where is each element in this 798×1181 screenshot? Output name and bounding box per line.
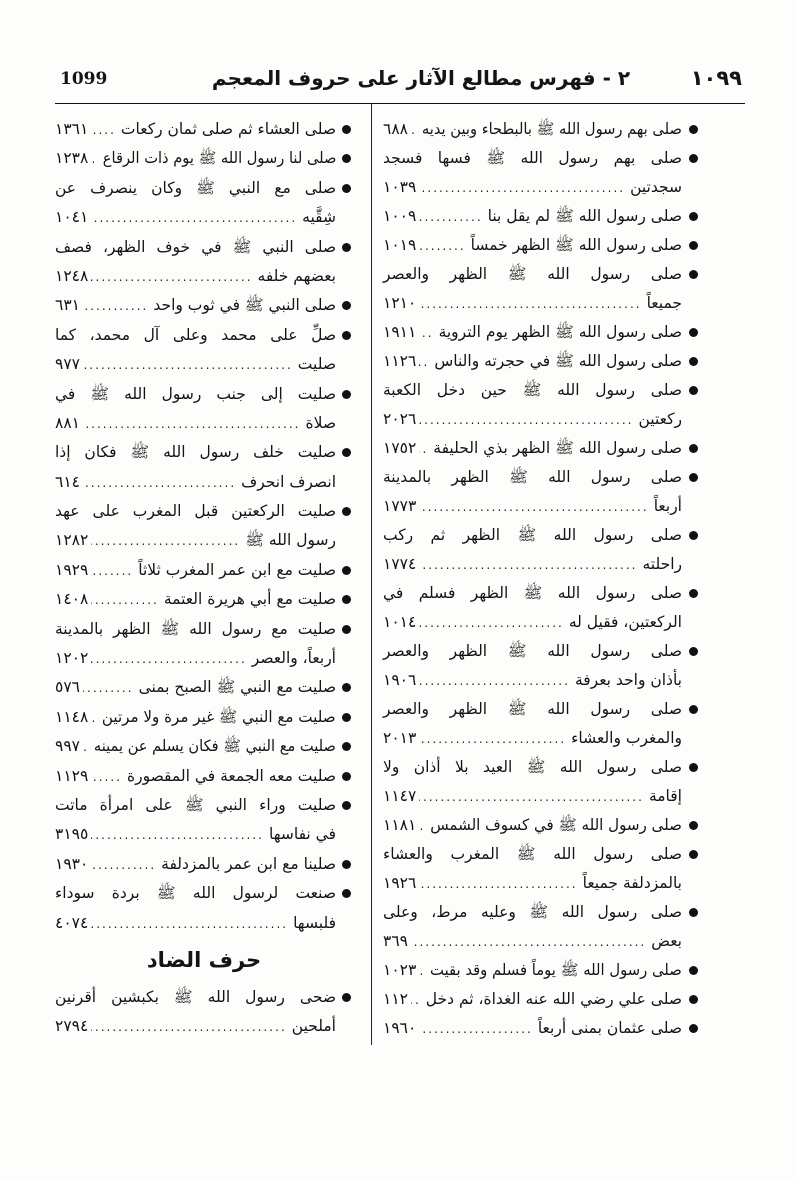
entry-text: صلى النبي ﷺ في ثوب واحد [153,296,336,315]
dot-leader [419,1015,533,1044]
entry-first-line [383,840,701,869]
entry-text: صلى رسول الله ﷺ وعليه مرط، وعلى [383,903,682,921]
dot-leader [411,986,421,1015]
page-reference: ١٣٦١ [55,120,89,138]
dot-leader [91,586,159,615]
entry-continuation-line [383,405,701,434]
dot-leader [83,351,293,380]
entry-text: صلى رسول الله ﷺ الظهر بالمدينة [383,468,682,486]
page-reference: ٩٩٧ [55,737,80,756]
header-rule [55,103,745,104]
running-title: ٢ - فهرس مطالع الآثار على حروف المعجم [211,66,631,90]
entry-list [383,115,701,1043]
bullet-icon [689,473,698,482]
index-entry [383,376,701,434]
dot-leader [419,783,644,812]
entry-text: أربعاً [653,497,682,515]
entry-text: صلى رسول الله ﷺ الظهر والعصر [383,265,682,283]
entry-text: صلى رسول الله ﷺ في حجرته والناس [434,352,682,370]
dot-leader [419,551,637,580]
entry-continuation-line [55,409,353,438]
page-reference: ٩٧٧ [55,355,80,374]
page-reference: ١١٤٧ [383,787,417,805]
bullet-icon [689,966,698,975]
entry-continuation-line [383,782,701,811]
entry-continuation-line [55,468,353,497]
dot-leader [91,527,240,556]
entry-first-line [383,434,701,463]
entry-first-line [55,983,353,1012]
entry-continuation-line [383,289,701,318]
page-reference: ١٩٢٦ [383,874,417,892]
entry-text: بالمزدلفة جميعاً [582,874,682,892]
dot-leader [83,733,89,762]
entry-continuation-line [55,820,353,849]
page-reference: ١٠٣٩ [383,178,417,196]
bullet-icon [689,763,698,772]
index-entry [55,291,353,320]
bullet-icon [342,889,351,898]
bullet-icon [342,683,351,692]
dot-leader [419,406,633,435]
entry-first-line [383,956,701,985]
entry-continuation-line [55,526,353,555]
entry-text: راحلته [642,555,682,573]
dot-leader [91,851,156,880]
bullet-icon [689,589,698,598]
entry-first-line [383,202,701,231]
bullet-icon [689,531,698,540]
bullet-icon [342,625,351,634]
entry-first-line [383,695,701,724]
dot-leader [83,469,236,498]
dot-leader [83,292,148,321]
entry-text: أربعاً، والعصر [251,649,336,668]
page-reference: ٤٠٧٤ [55,913,89,932]
page-reference: ١١٢ [383,990,408,1008]
index-entry [383,347,701,376]
entry-text: صلى رسول الله ﷺ الظهر والعصر [383,642,682,660]
entry-first-line [383,637,701,666]
entry-first-line [55,673,353,702]
index-entry [55,115,353,144]
entry-text: صلى رسول الله ﷺ لم يقل بنا [487,207,682,225]
bullet-icon [342,742,351,751]
index-entry [383,231,701,260]
entry-text: بعضهم خلفه [257,266,336,285]
index-entry [55,174,353,233]
entry-first-line [55,115,353,144]
entry-text: صلى رسول الله ﷺ حين دخل الكعبة [383,381,682,399]
page-reference: ١٢٤٨ [55,266,89,285]
bullet-icon [689,125,698,134]
dot-leader [91,557,133,586]
index-entry [383,521,701,579]
entry-first-line [55,233,353,262]
dot-leader [91,704,97,733]
entry-first-line [383,115,701,144]
entry-first-line [383,144,701,173]
entry-text: صلى بهم رسول الله ﷺ بالبطحاء وبين يديه [421,120,682,138]
bullet-icon [689,357,698,366]
entry-first-line [383,521,701,550]
page-reference: ٥٧٦ [55,678,80,697]
entry-text: صلى رسول الله ﷺ الظهر فسلم في [383,584,682,602]
bullet-icon [342,390,351,399]
entry-first-line [55,291,353,320]
entry-text: صليت [297,355,336,374]
page-reference: ١٩١١ [383,323,417,341]
dot-leader [91,1013,286,1042]
entry-text: صليت مع رسول الله ﷺ الظهر بالمدينة [55,619,336,638]
dot-leader [419,812,425,841]
entry-text: أملحين [291,1017,336,1036]
index-entry [55,850,353,879]
entry-first-line [383,985,701,1014]
entry-text: والمغرب والعشاء [571,729,682,747]
entry-text: صلى علي رضي الله عنه الغداة، ثم دخل [425,990,682,1008]
index-entry [383,695,701,753]
index-entry [55,585,353,614]
bullet-icon [689,908,698,917]
entry-first-line [55,703,353,732]
bullet-icon [689,241,698,250]
index-entry [55,556,353,585]
bullet-icon [342,301,351,310]
page-reference: ١٢١٠ [383,294,417,312]
page-reference: ٦١٤ [55,472,80,491]
dot-leader [419,609,564,638]
column-divider [371,104,372,1045]
entry-text: صلى لنا رسول الله ﷺ يوم ذات الرقاع [102,149,336,168]
bullet-icon [342,713,351,722]
page-reference: ١٧٥٢ [383,439,417,457]
page-reference: ٣٦٩ [383,932,408,950]
entry-first-line [383,898,701,927]
page-reference: ١٢٠٢ [55,649,89,668]
index-entry [383,434,701,463]
entry-text: بأذان واحد بعرفة [574,671,682,689]
dot-leader [411,928,646,957]
entry-text: رسول الله ﷺ [245,531,336,550]
index-entry [55,497,353,556]
entry-text: بعض [651,932,682,950]
dot-leader [91,763,122,792]
entry-text: صلى رسول الله ﷺ يوماً فسلم وقد بقيت [430,961,682,979]
page-reference: ١٠١٤ [383,613,417,631]
entry-text: إقامة [648,787,682,805]
entry-text: صلى رسول الله ﷺ في كسوف الشمس [430,816,682,834]
entry-text: الركعتين، فقيل له [568,613,682,631]
entry-first-line [55,380,353,409]
entry-continuation-line [383,550,701,579]
entry-text: شِقَّيه [302,208,336,227]
entry-text: صليت وراء النبي ﷺ على امرأة ماتت [55,795,336,814]
entry-text: صلى رسول الله ﷺ الظهر بذي الحليفة [433,439,682,457]
entry-text: صنعت لرسول الله ﷺ بردة سوداء [55,884,336,903]
bullet-icon [342,772,351,781]
dot-leader [419,174,625,203]
entry-first-line [383,811,701,840]
entry-text: ضحى رسول الله ﷺ بكبشين أقرنين [55,987,336,1006]
bullet-icon [689,212,698,221]
entry-text: صليت مع النبي ﷺ غير مرة ولا مرتين [102,707,336,726]
index-entry [55,762,353,791]
index-entry [383,1014,701,1043]
entry-continuation-line [383,666,701,695]
index-entry [55,144,353,173]
entry-text: صليت خلف رسول الله ﷺ فكان إذا [55,443,336,462]
dot-leader [419,319,433,348]
entry-continuation-line [55,350,353,379]
dot-leader [91,145,97,174]
page-reference: ١٢٨٢ [55,531,89,550]
entry-first-line [383,753,701,782]
entry-text: صليت مع ابن عمر المغرب ثلاثاً [138,560,336,579]
entry-text: انصرف انحرف [241,472,336,491]
entry-text: صلى عثمان بمنى أربعاً [537,1019,682,1037]
index-entry [383,637,701,695]
index-entry [383,753,701,811]
entry-text: صليت الركعتين قبل المغرب على عهد [55,502,336,521]
page-reference: ١٩٢٩ [55,560,89,579]
entry-text: صلى بهم رسول الله ﷺ فسها فسجد [383,149,682,167]
entry-first-line [55,762,353,791]
entry-continuation-line [55,644,353,673]
entry-text: صلينا مع ابن عمر بالمزدلفة [161,854,336,873]
entry-continuation-line [55,1012,353,1041]
entry-first-line [55,791,353,820]
dot-leader [419,957,425,986]
dot-leader [419,348,429,377]
entry-text: ركعتين [638,410,682,428]
index-entry [55,983,353,1042]
dot-leader [419,725,566,754]
page-reference: ١٢٣٨ [55,149,89,168]
index-entry [383,202,701,231]
entry-text: سجدتين [630,178,682,196]
page-reference: ١١٢٩ [55,766,89,785]
entry-first-line [55,321,353,350]
index-entry [383,956,701,985]
entry-first-line [55,879,353,908]
bullet-icon [689,270,698,279]
dot-leader [419,870,577,899]
entry-continuation-line [55,909,353,938]
index-entry [383,115,701,144]
page-reference: ١١٢٦ [383,352,417,370]
bullet-icon [342,595,351,604]
bullet-icon [689,328,698,337]
bullet-icon [689,995,698,1004]
entry-first-line [383,318,701,347]
entry-first-line [383,260,701,289]
entry-first-line [55,497,353,526]
dot-leader [91,645,246,674]
bullet-icon [689,821,698,830]
entry-first-line [383,347,701,376]
index-entry [55,438,353,497]
page-reference: ١٠٠٩ [383,207,417,225]
entry-first-line [383,231,701,260]
entry-continuation-line [383,869,701,898]
entry-list [55,115,353,938]
index-entry [55,732,353,761]
page-reference: ١٠٤١ [55,208,89,227]
entry-text: صلاة [305,413,336,432]
entry-text: صليت مع أبي هريرة العتمة [163,590,336,609]
entry-first-line [383,463,701,492]
dot-leader [91,910,288,939]
index-entry [55,791,353,850]
entry-text: صلى رسول الله ﷺ الظهر والعصر [383,700,682,718]
section-heading: حرف الضاد [146,947,262,972]
bullet-icon [689,647,698,656]
page-reference: ١٤٠٨ [55,590,89,609]
page-reference: ١١٤٨ [55,707,89,726]
entry-text: صلِّ على محمد وعلى آل محمد، كما [55,325,336,344]
dot-leader [91,263,252,292]
dot-leader [411,116,417,145]
dot-leader [83,410,300,439]
index-entry [55,879,353,938]
dot-leader [419,232,465,261]
page-reference: ٢٧٩٤ [55,1017,89,1036]
page-reference: ٢٠٢٦ [383,410,417,428]
entry-text: صلى النبي ﷺ في خوف الظهر، فصف [55,237,336,256]
entry-text: فلبسها [293,913,336,932]
index-entry [383,260,701,318]
entry-first-line [383,579,701,608]
entry-continuation-line [55,203,353,232]
index-entry [55,321,353,380]
entry-text: جميعاً [646,294,682,312]
entry-first-line [55,174,353,203]
index-entry [383,985,701,1014]
page-reference: ١٧٧٣ [383,497,417,515]
dot-leader [419,435,428,464]
bullet-icon [342,507,351,516]
dot-leader [91,116,116,145]
page-reference: ١١٨١ [383,816,417,834]
entry-text: في نفاسها [269,825,336,844]
dot-leader [419,290,641,319]
entry-first-line [383,376,701,405]
bullet-icon [689,705,698,714]
bullet-icon [342,184,351,193]
bullet-icon [342,243,351,252]
dot-leader [91,821,264,850]
index-column-right [383,115,701,1043]
entry-text: صلى مع النبي ﷺ وكان ينصرف عن [55,178,336,197]
entry-first-line [55,615,353,644]
index-entry [383,898,701,956]
index-entry [55,703,353,732]
page-number-latin: 1099 [60,69,108,89]
index-entry [383,463,701,521]
entry-first-line [55,556,353,585]
index-entry [383,579,701,637]
bullet-icon [342,801,351,810]
page-reference: ١٧٧٤ [383,555,417,573]
bullet-icon [342,125,351,134]
entry-list [55,983,353,1042]
entry-text: صلى رسول الله ﷺ الظهر خمساً [470,236,682,254]
index-entry [55,673,353,702]
entry-continuation-line [383,724,701,753]
entry-continuation-line [383,608,701,637]
index-entry [383,840,701,898]
bullet-icon [342,448,351,457]
bullet-icon [689,1024,698,1033]
index-column-left [55,115,353,1042]
page-reference: ٢٠١٣ [383,729,417,747]
index-entry [55,233,353,292]
page-reference: ١٠٢٣ [383,961,417,979]
page-reference: ١٩٦٠ [383,1019,417,1037]
entry-first-line [55,438,353,467]
page-number-arabic: ١٠٩٩ [690,66,742,90]
bullet-icon [689,386,698,395]
index-entry [383,144,701,202]
page-reference: ٦٨٨ [383,120,408,138]
bullet-icon [689,154,698,163]
bullet-icon [342,993,351,1002]
entry-first-line [55,732,353,761]
entry-text: صلى رسول الله ﷺ المغرب والعشاء [383,845,682,863]
entry-text: صلى رسول الله ﷺ الظهر يوم التروية [438,323,682,341]
dot-leader [419,493,648,522]
entry-first-line [383,1014,701,1043]
page-reference: ٦٣١ [55,296,80,315]
entry-continuation-line [383,492,701,521]
entry-continuation-line [383,927,701,956]
bullet-icon [342,331,351,340]
entry-text: صلى العشاء ثم صلى ثمان ركعات [120,120,336,138]
dot-leader [419,667,570,696]
entry-first-line [55,585,353,614]
page-reference: ١٠١٩ [383,236,417,254]
entry-continuation-line [383,173,701,202]
page-reference: ٣١٩٥ [55,825,89,844]
entry-text: صليت مع النبي ﷺ فكان يسلم عن يمينه [93,737,336,756]
page-reference: ١٩٠٦ [383,671,417,689]
bullet-icon [342,860,351,869]
index-entry [383,318,701,347]
entry-first-line [55,850,353,879]
entry-text: صليت مع النبي ﷺ الصبح بمنى [138,678,336,697]
dot-leader [91,204,297,233]
bullet-icon [342,154,351,163]
index-entry [55,615,353,674]
index-entry [383,811,701,840]
bullet-icon [689,850,698,859]
index-entry [55,380,353,439]
entry-text: صلى رسول الله ﷺ الظهر ثم ركب [383,526,682,544]
dot-leader [419,203,482,232]
entry-text: صليت إلى جنب رسول الله ﷺ في [55,384,336,403]
entry-first-line [55,144,353,173]
bullet-icon [689,444,698,453]
entry-text: صلى رسول الله ﷺ العيد بلا أذان ولا [383,758,682,776]
dot-leader [83,674,134,703]
page-reference: ٨٨١ [55,413,80,432]
entry-text: صليت معه الجمعة في المقصورة [127,766,336,785]
bullet-icon [342,566,351,575]
entry-continuation-line [55,262,353,291]
page-reference: ١٩٣٠ [55,854,89,873]
